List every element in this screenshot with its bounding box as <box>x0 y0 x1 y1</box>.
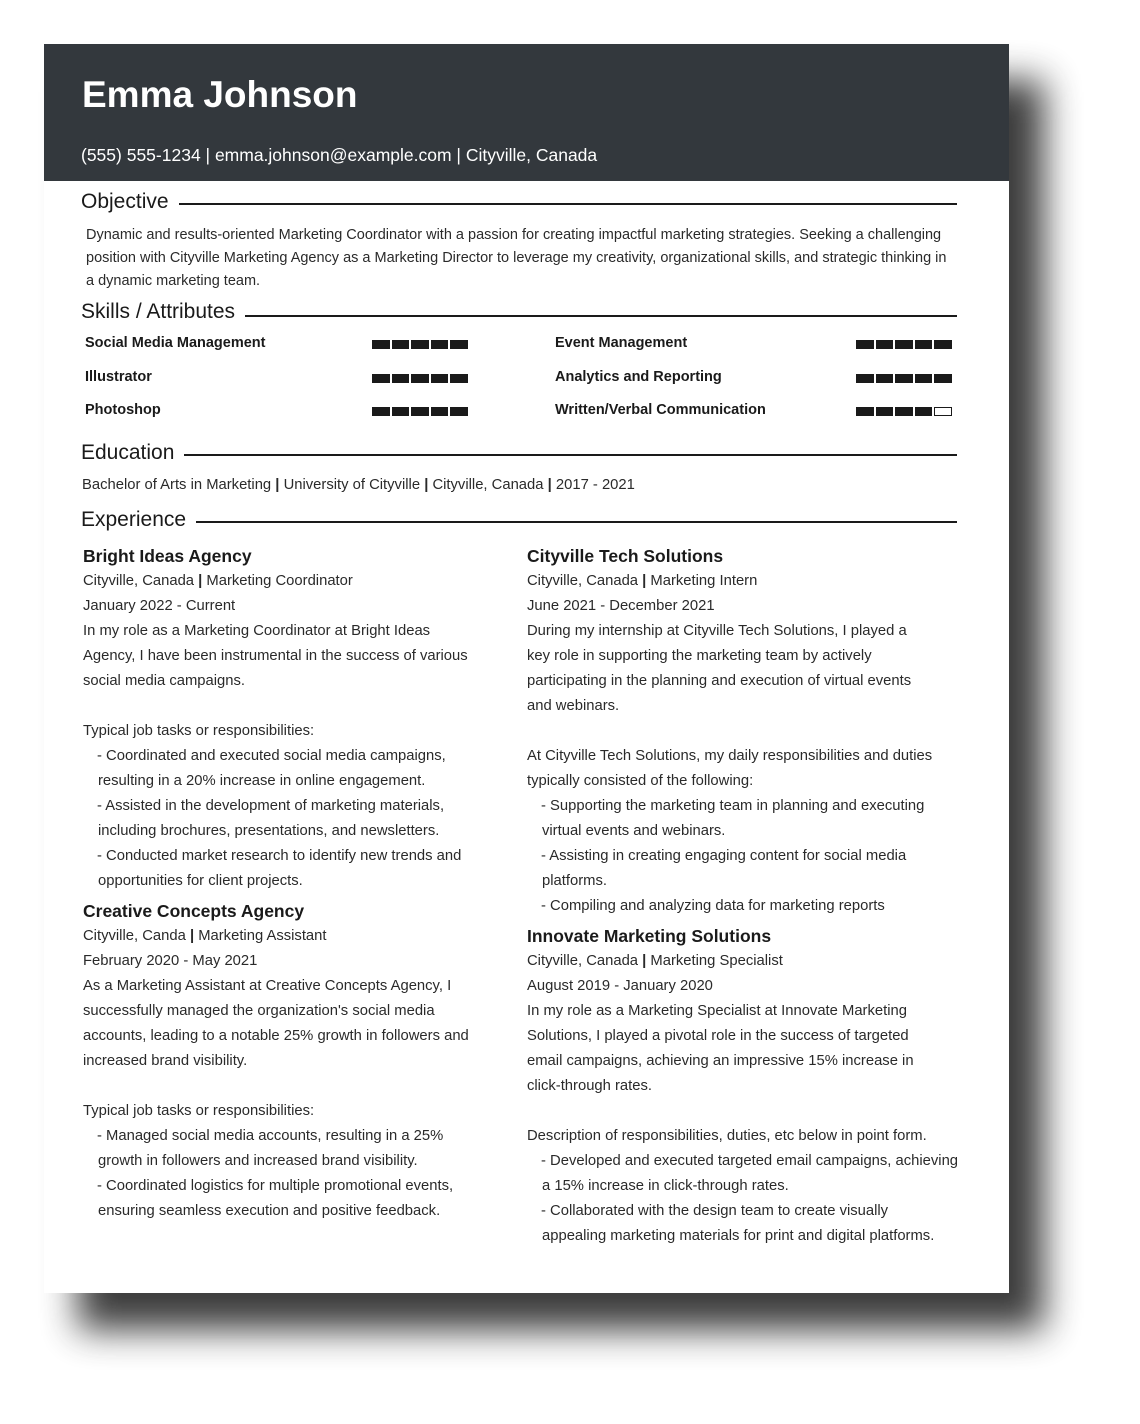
task-line: - Coordinated and executed social media campaigns, <box>97 748 446 764</box>
job-dates: February 2020 - May 2021 <box>83 953 258 969</box>
rating-segment-filled <box>411 374 429 383</box>
task-line: including brochures, presentations, and newsletters. <box>98 823 440 839</box>
skill-rating <box>372 374 468 383</box>
skill-name: Illustrator <box>85 369 152 385</box>
rating-segment-filled <box>450 374 468 383</box>
rating-segment-filled <box>450 340 468 349</box>
education-location: Cityville, Canada <box>432 477 544 493</box>
job-entry <box>83 898 523 1224</box>
rating-segment-filled <box>392 340 410 349</box>
job-location: Cityville, Canada <box>83 573 195 589</box>
tasks-intro: typically consisted of the following: <box>527 773 754 789</box>
rating-segment-filled <box>392 407 410 416</box>
skill-row <box>85 369 470 389</box>
task-line: - Assisting in creating engaging content for social media <box>541 848 907 864</box>
contact-info: (555) 555-1234 | emma.johnson@example.com | Cityville, Canada <box>81 145 598 165</box>
separator: | <box>642 953 647 969</box>
job-description-line: increased brand visibility. <box>83 1053 248 1069</box>
job-description-line: participating in the planning and execution of virtual events <box>527 673 912 689</box>
job-entry <box>527 543 997 919</box>
task-line: growth in followers and increased brand visibility. <box>98 1153 418 1169</box>
separator: | <box>189 928 195 944</box>
rating-segment-filled <box>392 374 410 383</box>
section-rule <box>81 521 957 523</box>
separator: | <box>547 477 552 493</box>
resume-page <box>44 44 1009 1293</box>
tasks-intro: Typical job tasks or responsibilities: <box>83 1103 315 1119</box>
skill-name: Social Media Management <box>85 335 266 351</box>
task-line: - Compiling and analyzing data for marketing reports <box>541 898 885 914</box>
job-description-line: key role in supporting the marketing team by actively <box>527 648 872 664</box>
experience-column-left <box>83 543 523 1224</box>
task-line: ensuring seamless execution and positive feedback. <box>98 1203 441 1219</box>
rating-segment-filled <box>372 340 390 349</box>
job-description-line: As a Marketing Assistant at Creative Concepts Agency, I <box>83 978 452 994</box>
rating-segment-filled <box>431 340 449 349</box>
education-line <box>82 477 635 493</box>
task-line: platforms. <box>542 873 607 889</box>
task-line: virtual events and webinars. <box>542 823 726 839</box>
tasks-intro: Description of responsibilities, duties, etc below in point form. <box>527 1128 927 1144</box>
spacer <box>527 719 997 744</box>
job-dates: January 2022 - Current <box>83 598 236 614</box>
job-dates: June 2021 - December 2021 <box>527 598 715 614</box>
job-location-role <box>527 569 997 594</box>
skill-row <box>85 335 470 355</box>
job-description-line: click-through rates. <box>527 1078 653 1094</box>
task-line: - Managed social media accounts, resulting in a 25% <box>97 1128 444 1144</box>
job-dates: August 2019 - January 2020 <box>527 978 713 994</box>
rating-segment-filled <box>876 340 894 349</box>
job-location: Cityville, Canada <box>527 953 639 969</box>
education-degree: Bachelor of Arts in Marketing <box>82 477 272 493</box>
job-description-line: accounts, leading to a notable 25% growth in followers and <box>83 1028 469 1044</box>
task-line: - Collaborated with the design team to create visually <box>541 1203 889 1219</box>
task-line: - Developed and executed targeted email campaigns, achieving <box>541 1153 959 1169</box>
job-entry <box>527 923 997 1249</box>
rating-segment-filled <box>876 407 894 416</box>
job-description-line: Agency, I have been instrumental in the success of various <box>83 648 468 664</box>
rating-segment-filled <box>372 407 390 416</box>
job-role: Marketing Intern <box>650 573 758 589</box>
separator: | <box>642 573 647 589</box>
skill-row <box>555 335 955 355</box>
skill-row <box>85 402 470 422</box>
rating-segment-filled <box>411 340 429 349</box>
rating-segment-filled <box>431 407 449 416</box>
spacer <box>83 1074 523 1099</box>
job-role: Marketing Assistant <box>198 928 327 944</box>
rating-segment-filled <box>856 340 874 349</box>
skill-rating <box>372 340 468 349</box>
skill-rating <box>856 407 952 416</box>
education-years: 2017 - 2021 <box>555 477 635 493</box>
task-line: - Assisted in the development of marketing materials, <box>97 798 445 814</box>
rating-segment-filled <box>915 407 933 416</box>
job-company: Innovate Marketing Solutions <box>527 926 772 946</box>
rating-segment-filled <box>411 407 429 416</box>
job-location-role <box>527 949 997 974</box>
job-description-line: In my role as a Marketing Coordinator at Bright Ideas <box>83 623 431 639</box>
skill-name: Photoshop <box>85 402 161 418</box>
rating-segment-filled <box>856 374 874 383</box>
task-line: resulting in a 20% increase in online engagement. <box>98 773 426 789</box>
experience-column-right <box>527 543 997 1249</box>
rating-segment-filled <box>856 407 874 416</box>
rating-segment-filled <box>934 374 952 383</box>
rating-segment-empty <box>934 407 952 416</box>
job-description-line: successfully managed the organization's social media <box>83 1003 435 1019</box>
task-line: opportunities for client projects. <box>98 873 303 889</box>
rating-segment-filled <box>895 340 913 349</box>
job-role: Marketing Coordinator <box>206 573 353 589</box>
skill-row <box>555 402 955 422</box>
rating-segment-filled <box>915 374 933 383</box>
job-description-line: email campaigns, achieving an impressive 15% increase in <box>527 1053 914 1069</box>
task-line: a 15% increase in click-through rates. <box>542 1178 789 1194</box>
skill-name: Analytics and Reporting <box>555 369 722 385</box>
job-location: Cityville, Canada <box>527 573 639 589</box>
rating-segment-filled <box>934 340 952 349</box>
candidate-name: Emma Johnson <box>82 74 358 115</box>
spacer <box>527 1099 997 1124</box>
rating-segment-filled <box>450 407 468 416</box>
rating-segment-filled <box>895 374 913 383</box>
tasks-intro: Typical job tasks or responsibilities: <box>83 723 315 739</box>
separator: | <box>198 573 203 589</box>
job-company: Cityville Tech Solutions <box>527 546 724 566</box>
task-line: appealing marketing materials for print and digital platforms. <box>542 1228 935 1244</box>
skill-rating <box>856 340 952 349</box>
job-description-line: In my role as a Marketing Specialist at Innovate Marketing <box>527 1003 907 1019</box>
separator: | <box>275 477 280 493</box>
section-title-experience: Experience <box>81 507 196 533</box>
skill-name: Event Management <box>555 335 688 351</box>
skill-rating <box>372 407 468 416</box>
objective-text: Dynamic and results-oriented Marketing Coordinator with a passion for creating impactful marketing strategies. Seeking a challenging position with Cityville Marketing Agency as a Marketing Director to leverage my creativity, organizational skills, and strategic thinking in a dynamic marketing team. <box>86 227 947 289</box>
resume-header <box>44 44 1009 181</box>
section-title-objective: Objective <box>81 189 179 215</box>
job-entry <box>83 543 523 894</box>
task-line: - Supporting the marketing team in planning and executing <box>541 798 925 814</box>
job-description-line: and webinars. <box>527 698 620 714</box>
job-company: Bright Ideas Agency <box>83 546 252 566</box>
skill-name: Written/Verbal Communication <box>555 402 766 418</box>
tasks-intro: At Cityville Tech Solutions, my daily responsibilities and duties <box>527 748 933 764</box>
rating-segment-filled <box>372 374 390 383</box>
skill-row <box>555 369 955 389</box>
rating-segment-filled <box>915 340 933 349</box>
job-role: Marketing Specialist <box>650 953 783 969</box>
task-line: - Conducted market research to identify new trends and <box>97 848 462 864</box>
rating-segment-filled <box>431 374 449 383</box>
job-location: Cityville, Canda <box>83 928 186 944</box>
education-school: University of Cityville <box>283 477 421 493</box>
skill-rating <box>856 374 952 383</box>
job-company: Creative Concepts Agency <box>83 901 305 921</box>
spacer <box>83 694 523 719</box>
section-title-skills: Skills / Attributes <box>81 299 245 325</box>
task-line: - Coordinated logistics for multiple promotional events, <box>97 1178 454 1194</box>
section-rule <box>81 454 957 456</box>
rating-segment-filled <box>876 374 894 383</box>
job-description-line: social media campaigns. <box>83 673 246 689</box>
rating-segment-filled <box>895 407 913 416</box>
section-title-education: Education <box>81 440 184 466</box>
job-description-line: Solutions, I played a pivotal role in the success of targeted <box>527 1028 909 1044</box>
job-description-line: During my internship at Cityville Tech Solutions, I played a <box>527 623 907 639</box>
job-location-role <box>83 569 523 594</box>
separator: | <box>424 477 429 493</box>
job-location-role <box>83 924 523 949</box>
section-rule <box>81 203 957 205</box>
